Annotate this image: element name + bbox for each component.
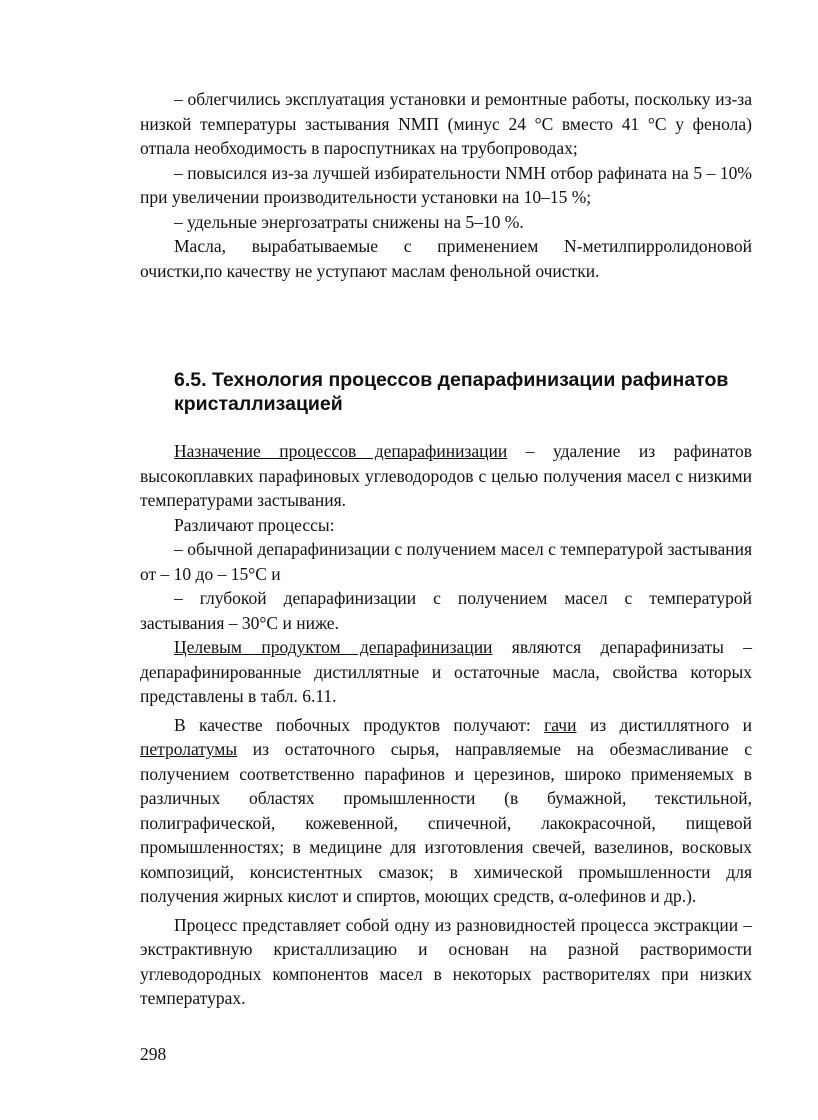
process-description-paragraph: Процесс представляет собой одну из разновидностей процесса экстракции – экстрактивную кристаллизацию и основан на разной растворимости углеводородных компонентов масел в некоторых растворителях при низких температурах. — [140, 914, 752, 1008]
purpose-paragraph — [140, 439, 752, 513]
advantage-item: – повысился из-за лучшей избирательности NМН отбор рафината на 5 – 10% при увеличении производительности установки на 10–15 %; — [140, 162, 752, 207]
processes-intro: Различают процессы: — [174, 514, 335, 535]
section-heading: 6.5. Технология процессов депарафинизации рафинатов кристаллизацией — [174, 369, 729, 415]
section-body — [140, 439, 752, 1011]
advantage-item: – удельные энергозатраты снижены на 5–10 %. — [174, 211, 524, 232]
conclusion-paragraph: Масла, вырабатываемые с применением N-метилпирролидоновой очистки,по качеству не уступают маслам фенольной очистки. — [140, 236, 752, 281]
byproducts-mid: из дистиллятного и — [576, 714, 752, 735]
advantage-item: – облегчились эксплуатация установки и ремонтные работы, поскольку из-за низкой температуры застывания NМП (минус 24 °С вместо 41 °С у фенола) отпала необходимость в пароспутниках на трубопроводах; — [140, 89, 752, 158]
process-type-item: – глубокой депарафинизации с получением масел с температурой застывания – 30°С и ниже. — [140, 588, 752, 633]
byproduct-term-gachi: гачи — [544, 714, 577, 735]
byproducts-paragraph — [140, 713, 752, 909]
advantages-block — [140, 87, 752, 283]
process-type-item: – обычной депарафинизации с получением масел с температурой застывания от – 10 до – 15°С и — [140, 539, 752, 584]
purpose-text: – удаление из рафинатов высокоплавких парафиновых углеводородов с целью получения масел с низкими температурами застывания. — [140, 441, 752, 510]
byproduct-term-petrolatum: петролатумы — [140, 739, 238, 759]
page-number: 298 — [140, 1044, 167, 1064]
purpose-term: Назначение процессов депарафинизации — [174, 441, 508, 461]
target-term: Целевым продуктом депарафинизации — [174, 637, 493, 657]
byproducts-end: из остаточного сырья, направляемые на обезмасливание с получением соответственно парафинов и церезинов, широко применяемых в различных областях промышленности (в бумажной, текстильной, полиграфической, кожевенной, спичечной, лакокрасочной, пищевой промышленностях; в медицине для изготовления свечей, вазелинов, восковых композиций, консистентных смазок; в химической промышленности для получения жирных кислот и спиртов, моющих средств, α-олефинов и др.). — [140, 739, 752, 906]
target-text: являются депарафинизаты –депарафинированные дистиллятные и остаточные масла, свойства которых представлены в табл. 6.11. — [140, 637, 752, 706]
target-product-paragraph — [140, 635, 752, 709]
byproducts-start: В качестве побочных продуктов получают: — [174, 714, 545, 735]
